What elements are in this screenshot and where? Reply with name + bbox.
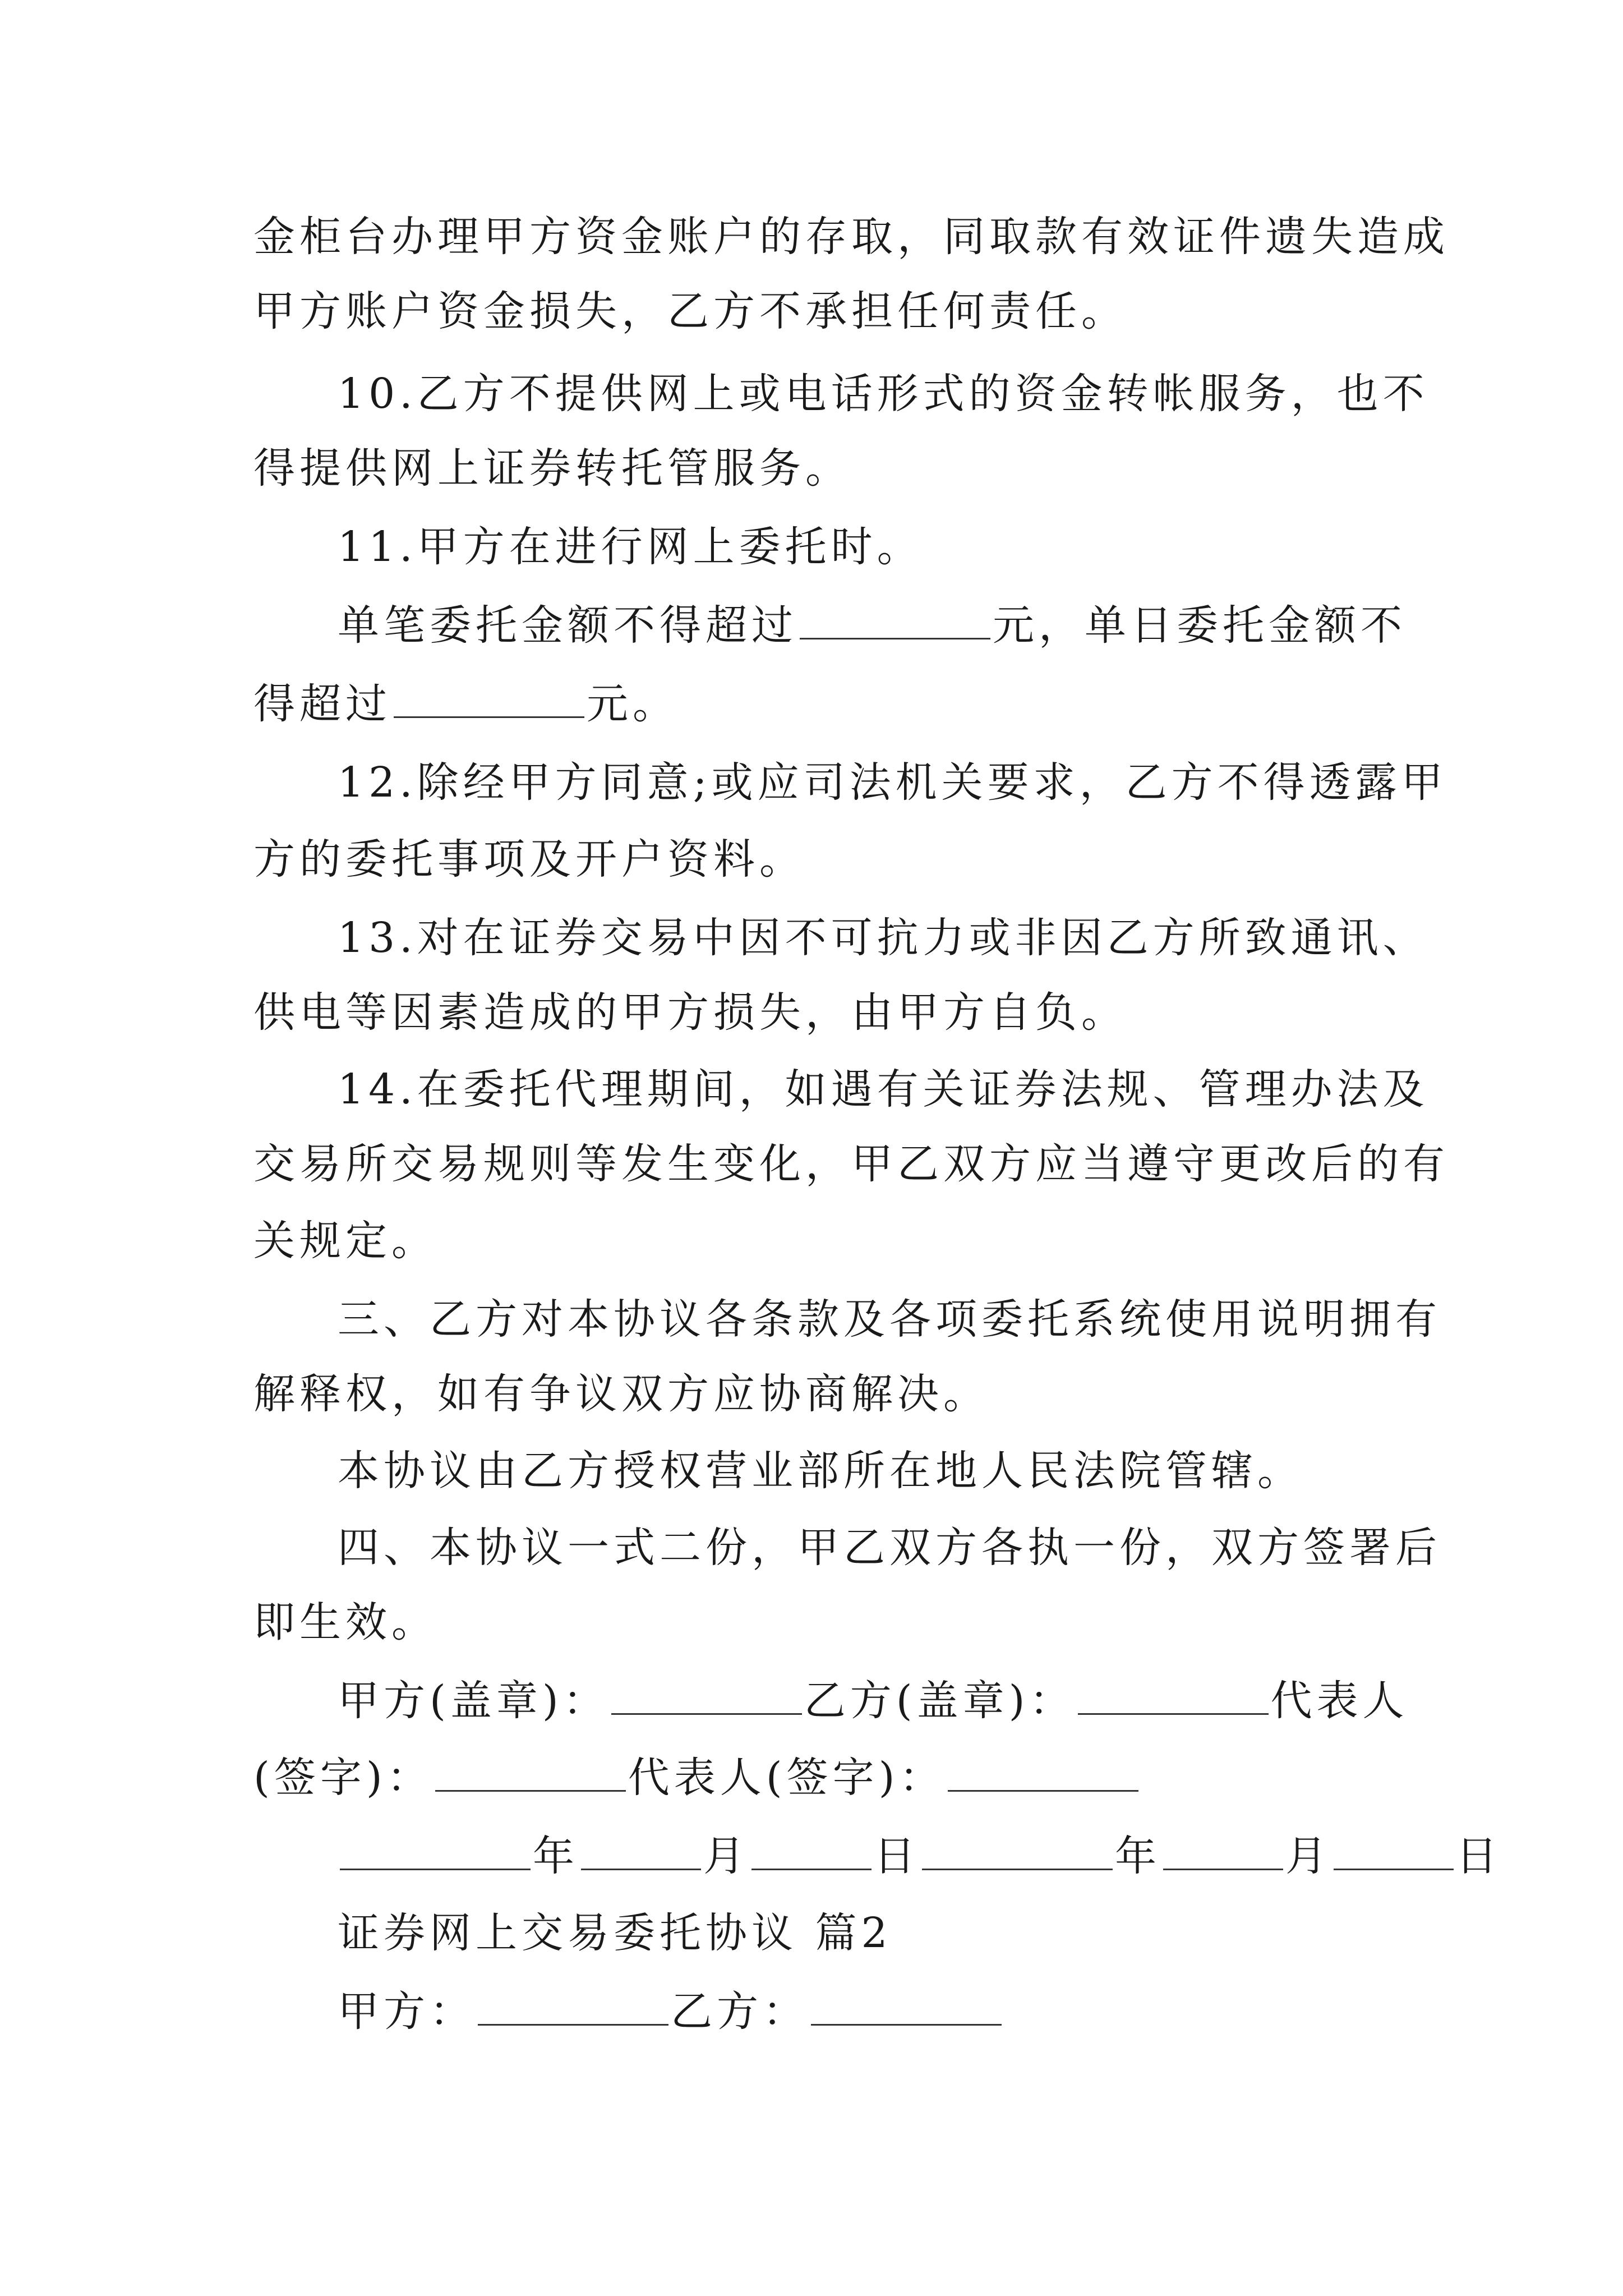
paragraph-line: 方的委托事项及开户资料。	[253, 835, 805, 884]
party-b-seal-label: 乙方(盖章)：	[804, 1677, 1076, 1725]
clause-10: 10.乙方不提供网上或电话形式的资金转帐服务，也不	[338, 370, 1429, 418]
year-label: 年	[533, 1832, 579, 1880]
month-label: 月	[703, 1832, 749, 1880]
paragraph-line: 解释权，如有争议双方应协商解决。	[253, 1370, 989, 1418]
section-2-party-a-blank	[478, 1989, 668, 2026]
date-line	[338, 1828, 1502, 1884]
single-limit-blank	[800, 603, 990, 639]
day-label: 日	[1456, 1832, 1502, 1880]
section-2-party-a-label: 甲方：	[338, 1987, 476, 2036]
daily-limit-line	[253, 676, 679, 732]
party-a-seal-blank	[611, 1678, 802, 1715]
rep-a-sign-label: (签字)：	[253, 1754, 433, 1802]
daily-limit-blank	[394, 682, 584, 718]
year-label: 年	[1115, 1832, 1161, 1880]
rep-b-sign-blank	[948, 1755, 1138, 1792]
date-b-month-blank	[1163, 1834, 1283, 1870]
date-a-month-blank	[581, 1834, 701, 1870]
paragraph-line: 交易所交易规则等发生变化，甲乙双方应当遵守更改后的有	[253, 1140, 1449, 1188]
paragraph-line: 供电等因素造成的甲方损失，由甲方自负。	[253, 988, 1127, 1037]
representative-label: 代表人	[1270, 1677, 1409, 1725]
daily-limit-label-2: 得超过	[253, 680, 391, 728]
paragraph-line: 得提供网上证券转托管服务。	[253, 444, 851, 493]
rep-a-sign-blank	[435, 1755, 626, 1792]
clause-13: 13.对在证券交易中因不可抗力或非因乙方所致通讯、	[338, 914, 1429, 962]
day-label: 日	[874, 1832, 920, 1880]
paragraph-line: 甲方账户资金损失，乙方不承担任何责任。	[253, 287, 1127, 335]
section-2-title: 证券网上交易委托协议 篇2	[338, 1909, 892, 1957]
daily-limit-label: 元，单日委托金额不	[993, 601, 1407, 650]
daily-limit-unit: 元。	[587, 680, 679, 728]
date-a-year-blank	[340, 1834, 531, 1870]
signature-line-1	[338, 1673, 1409, 1729]
rep-b-sign-label: 代表人(签字)：	[628, 1754, 946, 1802]
clause-12: 12.除经甲方同意;或应司法机关要求，乙方不得透露甲	[338, 758, 1447, 807]
month-label: 月	[1285, 1832, 1331, 1880]
section-2-party-b-label: 乙方：	[671, 1987, 809, 2036]
section-2-party-b-blank	[811, 1989, 1002, 2026]
clause-11: 11.甲方在进行网上委托时。	[338, 523, 923, 571]
jurisdiction-line: 本协议由乙方授权营业部所在地人民法院管辖。	[338, 1447, 1303, 1495]
paragraph-line: 关规定。	[253, 1217, 437, 1265]
date-b-day-blank	[1334, 1834, 1454, 1870]
party-b-seal-blank	[1078, 1678, 1269, 1715]
paragraph-line: 金柜台办理甲方资金账户的存取，同取款有效证件遗失造成	[253, 213, 1449, 261]
paragraph-line: 即生效。	[253, 1598, 437, 1646]
section-2-parties	[338, 1984, 1004, 2040]
party-a-seal-label: 甲方(盖章)：	[338, 1677, 609, 1725]
signature-line-2	[253, 1750, 1141, 1806]
section-4: 四、本协议一式二份，甲乙双方各执一份，双方签署后	[338, 1524, 1441, 1572]
single-limit-label: 单笔委托金额不得超过	[338, 601, 797, 650]
section-3: 三、乙方对本协议各条款及各项委托系统使用说明拥有	[338, 1295, 1441, 1343]
date-a-day-blank	[751, 1834, 872, 1870]
clause-14: 14.在委托代理期间，如遇有关证券法规、管理办法及	[338, 1065, 1429, 1114]
single-limit-line	[338, 597, 1407, 654]
date-b-year-blank	[922, 1834, 1113, 1870]
